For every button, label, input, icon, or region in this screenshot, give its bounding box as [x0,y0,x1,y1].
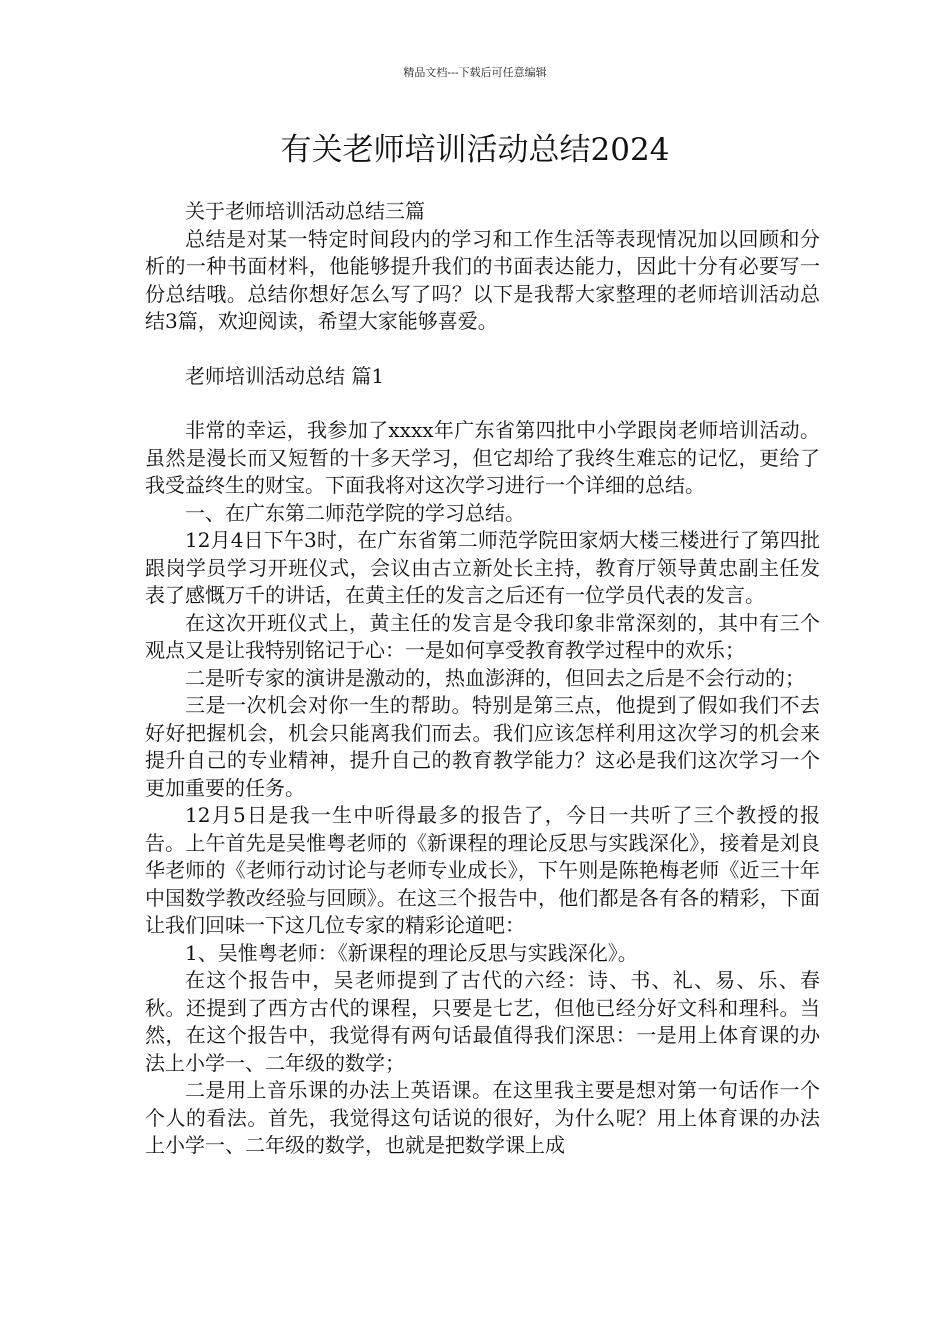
paragraph: 非常的幸运，我参加了xxxx年广东省第四批中小学跟岗老师培训活动。虽然是漫长而又短暂的十多天学习，但它却给了我终生难忘的记忆，更给了我受益终生的财宝。下面我将对这次学习进行一个详细的总结。 [145,418,820,497]
section-intro-heading: 关于老师培训活动总结三篇 [185,199,425,223]
document-title: 有关老师培训活动总结2024 [280,132,670,168]
paragraph: 总结是对某一特定时间段内的学习和工作生活等表现情况加以回顾和分析的一种书面材料，他能够提升我们的书面表达能力，因此十分有必要写一份总结哦。总结你想好怎么写了吗？以下是我帮大家整理的老师培训活动总结3篇，欢迎阅读，希望大家能够喜爱。 [145,226,820,333]
paragraph: 在这个报告中，吴老师提到了古代的六经：诗、书、礼、易、乐、春秋。还提到了西方古代的课程，只要是七艺，但他已经分好文科和理科。当然，在这个报告中，我觉得有两句话最值得我们深思：一是用上体育课的办法上小学一、二年级的数学； [145,968,820,1075]
paragraph: 二是用上音乐课的办法上英语课。在这里我主要是想对第一句话作一个个人的看法。首先，我觉得这句话说的很好，为什么呢？用上体育课的办法上小学一、二年级的数学，也就是把数学课上成 [145,1078,820,1157]
subsection-heading: 1、吴惟粤老师：《新课程的理论反思与实践深化》。 [185,940,638,965]
document-body [145,198,820,1160]
subsection-heading: 一、在广东第二师范学院的学习总结。 [185,500,525,525]
paragraph: 12月4日下午3时，在广东省第二师范学院田家炳大楼三楼进行了第四批跟岗学员学习开班仪式，会议由古立新处长主持，教育厅领导黄忠副主任发表了感慨万千的讲话，在黄主任的发言之后还有一位学员代表的发言。 [145,528,820,607]
paragraph: 12月5日是我一生中听得最多的报告了，今日一共听了三个教授的报告。上午首先是吴惟粤老师的《新课程的理论反思与实践深化》，接着是刘良华老师的《老师行动讨论与老师专业成长》，下午则是陈艳梅老师《近三十年中国数学教改经验与回顾》。在这三个报告中，他们都是各有各的精彩，下面让我们回味一下这几位专家的精彩论道吧： [145,803,820,937]
header-note: 精品文档---下载后可任意编辑 [403,66,547,79]
paragraph: 二是听专家的演讲是激动的，热血澎湃的，但回去之后是不会行动的； [185,665,805,690]
paragraph: 在这次开班仪式上，黄主任的发言是令我印象非常深刻的，其中有三个观点又是让我特别铭记于心：一是如何享受教育教学过程中的欢乐； [145,610,820,662]
paragraph: 三是一次机会对你一生的帮助。特别是第三点，他提到了假如我们不去好好把握机会，机会只能离我们而去。我们应该怎样利用这次学习的机会来提升自己的专业精神，提升自己的教育教学能力？这必是我们这次学习一个更加重要的任务。 [145,693,820,800]
section-heading-part1: 老师培训活动总结 篇1 [185,363,385,388]
